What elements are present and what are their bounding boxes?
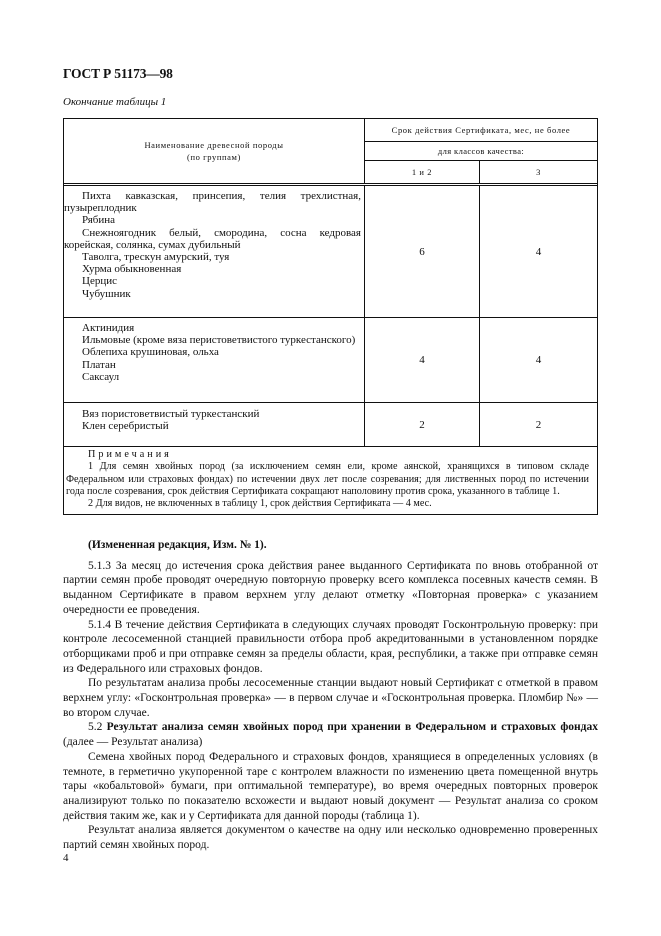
species-item: Вяз пористоветвистый туркестанский xyxy=(82,408,260,420)
species-item: Хурма обыкновенная xyxy=(82,263,182,276)
species-header-line1: Наименование древесной породы xyxy=(144,140,284,150)
page-number: 4 xyxy=(63,852,69,864)
note-item: 2 Для видов, не включенных в таблицу 1, срок действия Сертификата — 4 мес. xyxy=(88,498,432,510)
class-3-header: 3 xyxy=(536,167,541,177)
class-3-value: 4 xyxy=(479,318,597,402)
paragraph-storage: Семена хвойных пород Федерального и страховых фондов, хранящиеся в определенных условиях (в темноте, в герметично укупоренной таре с контролем влажности по изменению цвета помещенной внутрь тары «кобальтовой» бумаги, при оптимальной температуре), во время очередных повторных проверок анализируют только по показателю всхожести и выдают новый документ — Результат анализа со сроком действия таким же, как и у Сертификата для данной породы (таблица 1). xyxy=(63,750,598,822)
species-list xyxy=(64,403,364,446)
table-row xyxy=(64,403,597,447)
paragraph-result-document: Результат анализа является документом о качестве на одну или несколько одновременно проверенных партий семян хвойных пород. xyxy=(63,824,598,852)
species-item: Актинидия xyxy=(82,322,135,334)
class-1-2-value: 6 xyxy=(364,186,479,317)
table-notes xyxy=(64,447,597,514)
table-caption: Окончание таблицы 1 xyxy=(63,96,167,108)
species-header-line2: (по группам) xyxy=(187,152,241,162)
species-list xyxy=(64,318,364,402)
table-header xyxy=(64,119,597,186)
species-item: Платан xyxy=(82,358,116,371)
validity-header: Срок действия Сертификата, мес, не более xyxy=(365,119,597,142)
notes-title: Примечания xyxy=(88,449,172,460)
table-row xyxy=(64,186,597,318)
validity-header-group xyxy=(364,119,597,183)
paragraph-5-1-4: 5.1.4 В течение действия Сертификата в следующих случаях проводят Госконтрольную проверку: при контроле лесосеменной станцией правильности отбора проб акредитованными в установленном порядке отборщиками проб и при отправке семян за пределы области, края, республики, а также при отправке семян из Федерального или страховых фондов. xyxy=(63,618,598,675)
document-code: ГОСТ Р 51173—98 xyxy=(63,66,173,81)
paragraph-results: По результатам анализа пробы лесосеменные станции выдают новый Сертификат с отметкой в правом верхнем углу: «Госконтрольная проверка» — в первом случае и «Госконтрольная проверка. Пломбир №» — во втором случае. xyxy=(63,677,598,719)
class-columns-header xyxy=(365,161,597,183)
note-item: 1 Для семян хвойных пород (за исключением семян ели, кроме аянской, хранящихся в типовом складе Федеральном или страховых фондах) по истечении двух лет после созревания; для лиственных пород по истечении года после созревания, срок действия Сертификата сокращают наполовину против срока, указанного в таблице 1. xyxy=(66,461,589,497)
class-3-value: 4 xyxy=(479,186,597,317)
section-number: 5.2 xyxy=(88,721,107,734)
species-item: Церцис xyxy=(82,275,117,288)
table-row xyxy=(64,318,597,403)
section-5-2-heading xyxy=(63,720,598,749)
species-item: Облепиха крушиновая, ольха xyxy=(82,346,219,359)
validity-table xyxy=(63,118,598,515)
quality-classes-header: для классов качества: xyxy=(365,142,597,161)
species-item: Чубушник xyxy=(82,287,131,300)
species-item: Рябина xyxy=(82,214,116,227)
species-item: Ильмовые (кроме вяза перистоветвистого туркестанского) xyxy=(82,334,356,347)
class-3-value: 2 xyxy=(479,403,597,446)
species-item: Таволга, трескун амурский, туя xyxy=(82,251,230,264)
paragraph-5-1-3: 5.1.3 За месяц до истечения срока действия ранее выданного Сертификата по вновь отобранной от партии семян пробе проводят очередную повторную проверку всего комплекса посевных качеств семян. В выданном Сертификате в правом верхнем углу делают отметку «Повторная проверка» с указанием очередности ее проведения. xyxy=(63,559,598,616)
class-1-2-value: 2 xyxy=(364,403,479,446)
species-column-header xyxy=(64,119,364,183)
section-title: Результат анализа семян хвойных пород при хранении в Федеральном и страховых фондах xyxy=(106,721,598,734)
amendment-note: (Измененная редакция, Изм. № 1). xyxy=(88,539,267,551)
species-item: Пихта кавказская, принсепия, телия трехлистная, пузыреплодник xyxy=(64,190,361,215)
species-item: Саксаул xyxy=(82,370,120,383)
class-1-2-value: 4 xyxy=(364,318,479,402)
species-item: Клен серебристый xyxy=(82,420,169,433)
species-item: Снежноягодник белый, смородина, сосна кедровая корейская, солянка, сумах дубильный xyxy=(64,226,361,251)
class-1-2-header: 1 и 2 xyxy=(365,161,480,183)
document-body xyxy=(63,538,598,853)
section-tail: (далее — Результат анализа) xyxy=(63,736,203,749)
species-list xyxy=(64,186,364,317)
